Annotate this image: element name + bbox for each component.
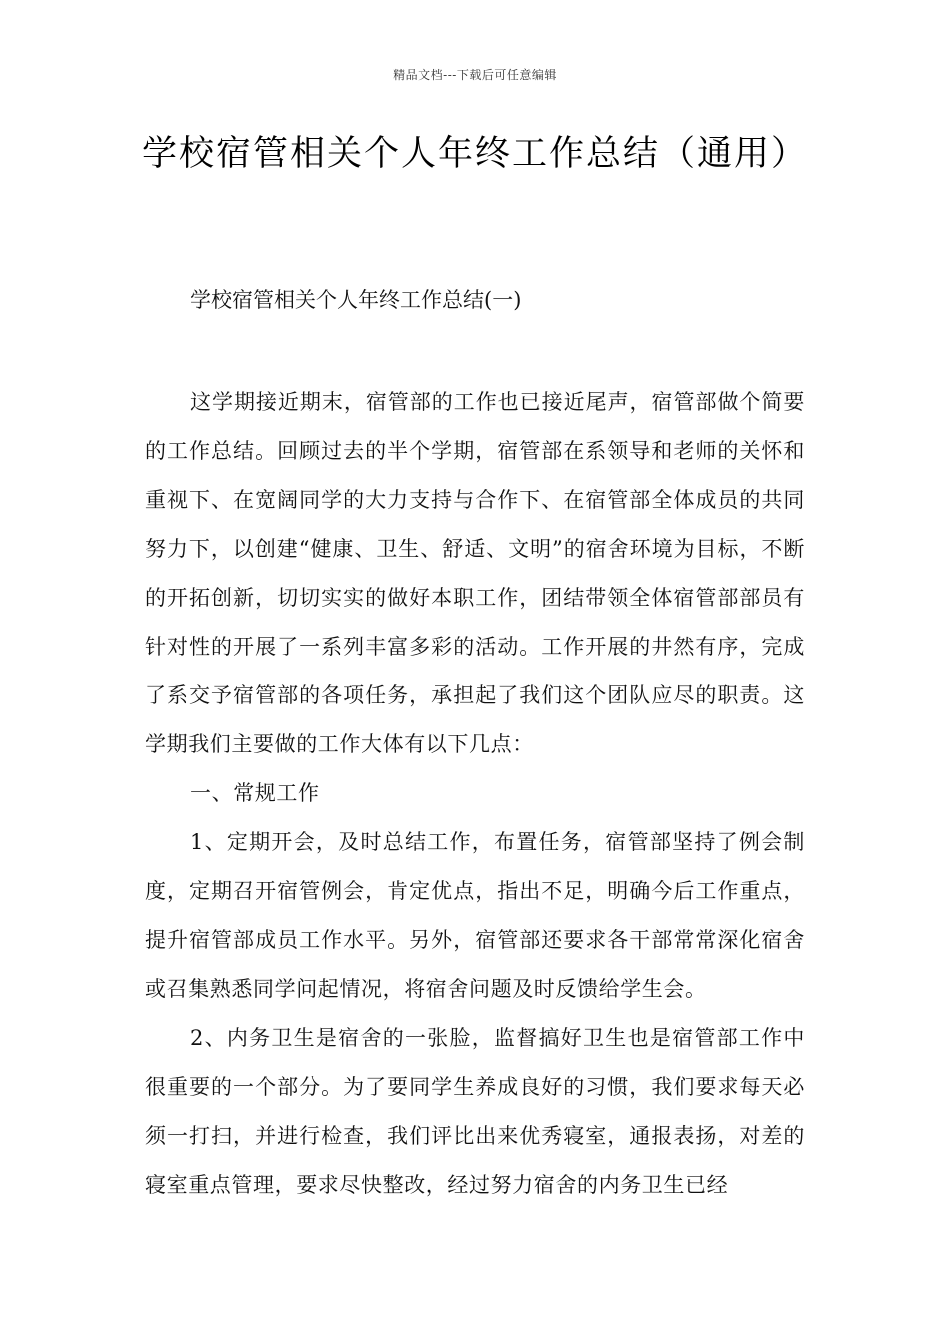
section-subtitle: 学校宿管相关个人年终工作总结(一): [190, 288, 522, 312]
document-body: [145, 378, 805, 1209]
section-heading-routine-work: 一、常规工作: [190, 781, 320, 806]
paragraph-item-2: 2、内务卫生是宿舍的一张脸，监督搞好卫生也是宿管部工作中很重要的一个部分。为了要同学生养成良好的习惯，我们要求每天必须一打扫，并进行检查，我们评比出来优秀寝室，通报表扬，对差的寝室重点管理，要求尽快整改，经过努力宿舍的内务卫生已经: [145, 1025, 805, 1197]
header-note: 精品文档---下载后可任意编辑: [393, 68, 557, 82]
paragraph-intro: 这学期接近期末，宿管部的工作也已接近尾声，宿管部做个简要的工作总结。回顾过去的半个学期，宿管部在系领导和老师的关怀和重视下、在宽阔同学的大力支持与合作下、在宿管部全体成员的共同努力下，以创建“健康、卫生、舒适、文明”的宿舍环境为目标，不断的开拓创新，切切实实的做好本职工作，团结带领全体宿管部部员有针对性的开展了一系列丰富多彩的活动。工作开展的井然有序，完成了系交予宿管部的各项任务，承担起了我们这个团队应尽的职责。这学期我们主要做的工作大体有以下几点：: [145, 390, 805, 757]
paragraph-item-1: 1、定期开会，及时总结工作，布置任务，宿管部坚持了例会制度，定期召开宿管例会，肯定优点，指出不足，明确今后工作重点，提升宿管部成员工作水平。另外，宿管部还要求各干部常常深化宿舍或召集熟悉同学问起情况，将宿舍问题及时反馈给学生会。: [145, 830, 805, 1001]
document-title: 学校宿管相关个人年终工作总结（通用）: [141, 134, 808, 174]
